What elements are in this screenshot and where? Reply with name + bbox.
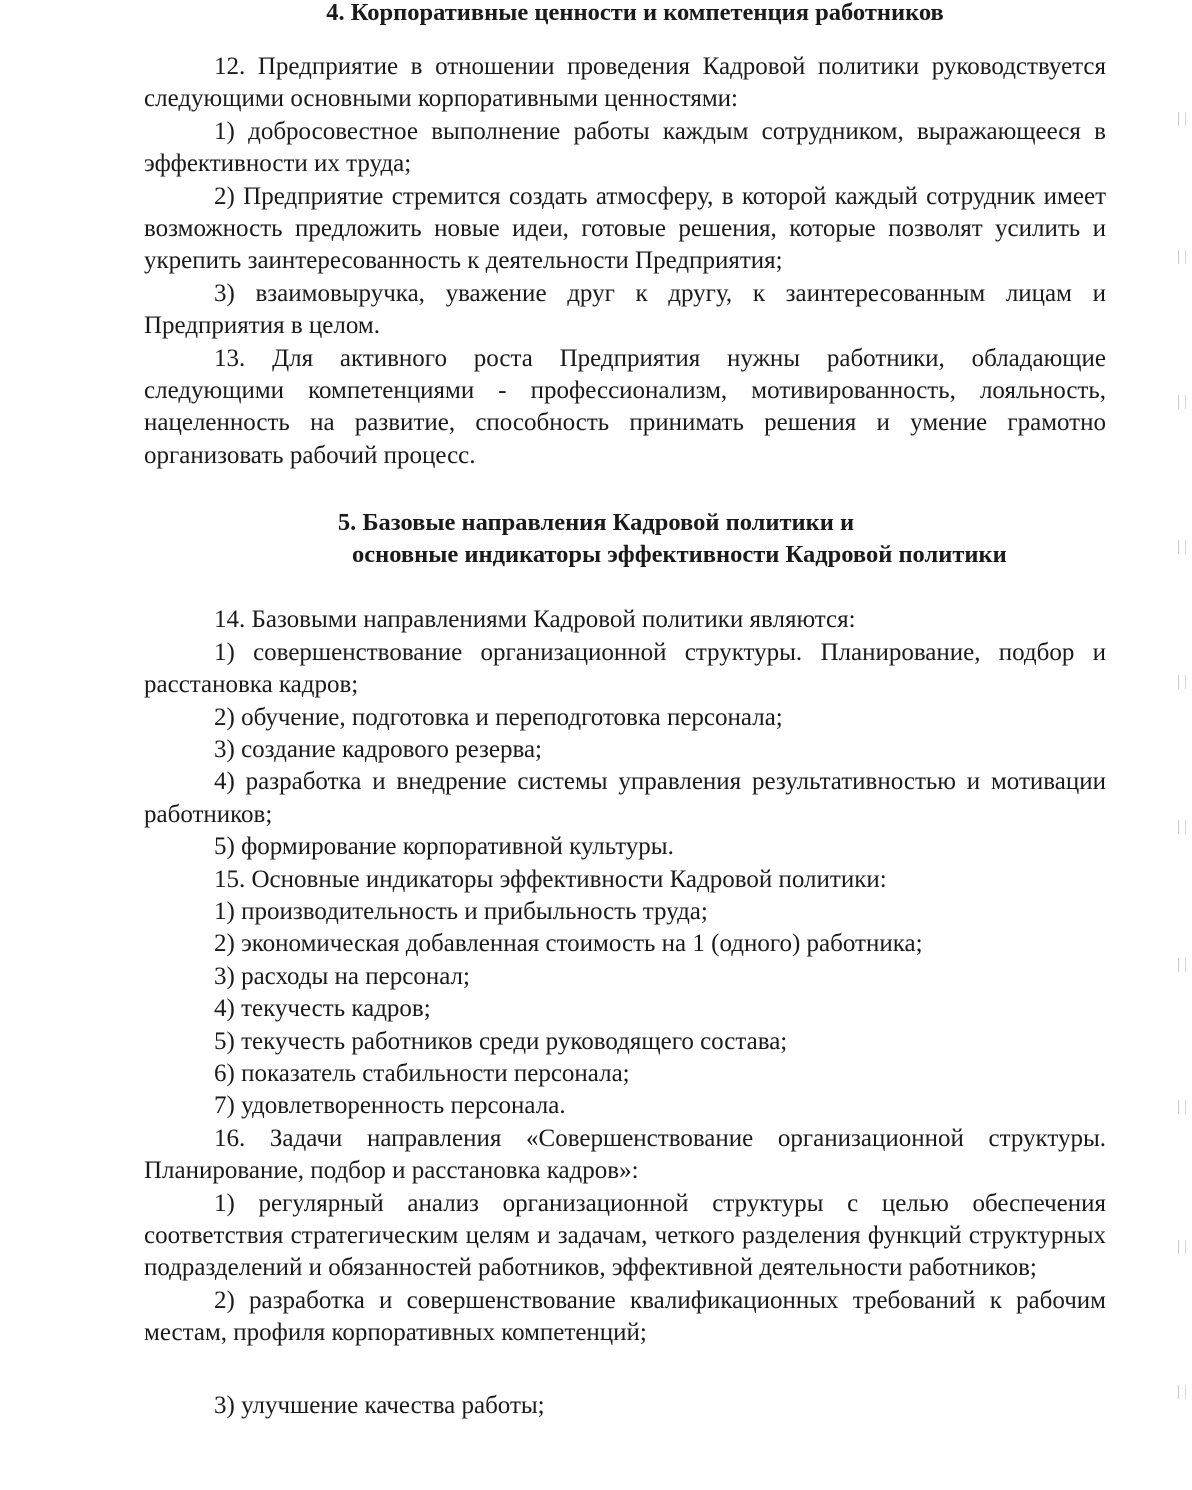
- paragraph-15-item-3: 3) расходы на персонал;: [214, 962, 470, 990]
- paragraph-15-item-2: 2) экономическая добавленная стоимость на 1 (одного) работника;: [214, 930, 923, 958]
- section-4-title: 4. Корпоративные ценности и компетенция работников: [326, 0, 944, 26]
- paragraph-14-item-5: 5) формирование корпоративной культуры.: [214, 833, 674, 861]
- document-body: [144, 0, 1106, 1422]
- paragraph-14-item-3: 3) создание кадрового резерва;: [214, 735, 543, 763]
- paragraph-16-item-3: 3) улучшение качества работы;: [214, 1391, 545, 1419]
- section-5-title: [144, 507, 1106, 571]
- scan-artifact: [1178, 250, 1186, 264]
- section-5-title-line-2: основные индикаторы эффективности Кадровой политики: [352, 541, 1007, 569]
- paragraph-16-item-2: 2) разработка и совершенствование квалификационных требований к рабочим местам, профиля корпоративных компетенций;: [144, 1286, 1106, 1347]
- scan-artifact: [1178, 1240, 1186, 1254]
- scan-artifact: [1178, 1100, 1186, 1114]
- paragraph-16: 16. Задачи направления «Совершенствование организационной структуры. Планирование, подбор и расстановка кадров»:: [144, 1124, 1106, 1185]
- scan-artifact: [1178, 540, 1186, 554]
- paragraph-14: 14. Базовыми направлениями Кадровой политики являются:: [214, 606, 856, 634]
- scan-artifact: [1178, 1385, 1186, 1399]
- section-5-body: [144, 604, 1106, 1422]
- scan-artifact: [1178, 112, 1186, 126]
- scan-artifact: [1178, 958, 1186, 972]
- paragraph-14-item-4: 4) разработка и внедрение системы управления результативностью и мотивации работников;: [144, 768, 1106, 828]
- paragraph-15-item-1: 1) производительность и прибыльность труда;: [214, 897, 708, 925]
- scan-artifact: [1178, 820, 1186, 834]
- section-4-body: [144, 51, 1106, 472]
- paragraph-15-item-7: 7) удовлетворенность персонала.: [214, 1092, 566, 1120]
- paragraph-12-item-3: 3) взаимовыручка, уважение друг к другу, к заинтересованным лицам и Предприятия в целом.: [144, 279, 1106, 340]
- paragraph-12-item-2: 2) Предприятие стремится создать атмосферу, в которой каждый сотрудник имеет возможность предложить новые идеи, готовые решения, которые позволят усилить и укрепить заинтересованность к деятельности Предприятия;: [144, 182, 1106, 275]
- paragraph-15-item-5: 5) текучесть работников среди руководящего состава;: [214, 1027, 788, 1055]
- paragraph-15-item-6: 6) показатель стабильности персонала;: [214, 1059, 630, 1087]
- paragraph-12: 12. Предприятие в отношении проведения Кадровой политики руководствуется следующими основными корпоративными ценностями:: [144, 53, 1106, 113]
- section-5-title-line-1: 5. Базовые направления Кадровой политики и: [337, 509, 855, 537]
- paragraph-15: 15. Основные индикаторы эффективности Кадровой политики:: [214, 865, 887, 893]
- paragraph-14-item-2: 2) обучение, подготовка и переподготовка персонала;: [214, 703, 783, 731]
- paragraph-15-item-4: 4) текучесть кадров;: [214, 995, 431, 1023]
- scan-artifact: [1178, 675, 1186, 689]
- scan-artifact: [1178, 395, 1186, 409]
- paragraph-13: 13. Для активного роста Предприятия нужны работники, обладающие следующими компетенциями - профессионализм, мотивированность, лояльность, нацеленность на развитие, способность принимать решения и умение грамотно организовать рабочий процесс.: [144, 344, 1106, 469]
- paragraph-14-item-1: 1) совершенствование организационной структуры. Планирование, подбор и расстановка кадров;: [144, 638, 1106, 699]
- paragraph-12-item-1: 1) добросовестное выполнение работы каждым сотрудником, выражающееся в эффективности их труда;: [144, 117, 1106, 178]
- paragraph-16-item-1: 1) регулярный анализ организационной структуры с целью обеспечения соответствия стратегическим целям и задачам, четкого разделения функций структурных подразделений и обязанностей работников, эффективной деятельности работников;: [144, 1189, 1106, 1282]
